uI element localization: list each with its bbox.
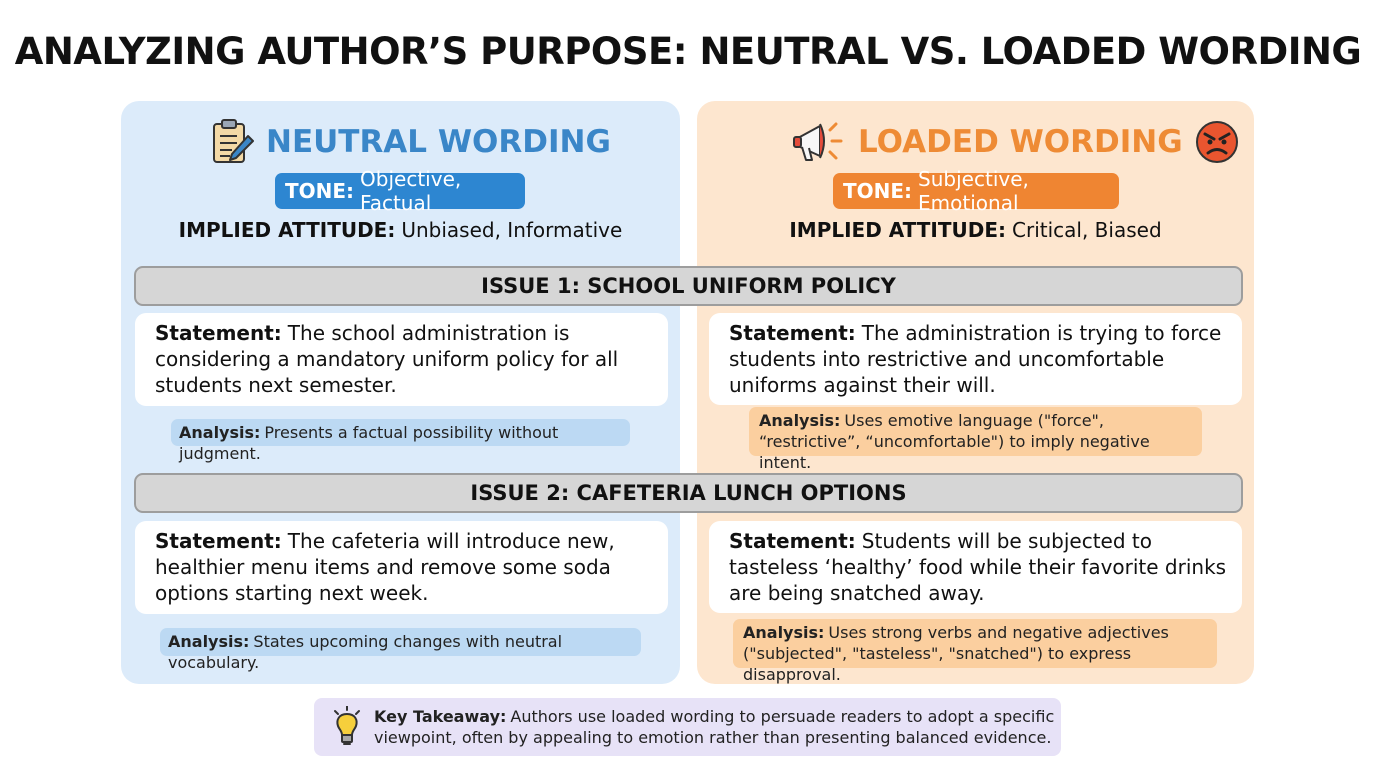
takeaway-text: Authors use loaded wording to persuade readers to adopt a specific viewpoint, often by appealing to emotion rather than presenting balanced evidence.: [374, 707, 1055, 747]
tone-label: TONE:: [843, 179, 913, 203]
attitude-value: Critical, Biased: [1012, 218, 1162, 242]
tone-label: TONE:: [285, 179, 355, 203]
neutral-tone-badge: [275, 167, 525, 215]
takeaway-label: Key Takeaway:: [374, 707, 507, 726]
clipboard-pencil-icon: [210, 118, 254, 166]
loaded-tone-badge: [833, 167, 1119, 215]
statement-text: The school administration is considering a mandatory uniform policy for all students next semester.: [155, 321, 619, 397]
analysis-text: States upcoming changes with neutral vocabulary.: [168, 632, 563, 672]
lightbulb-icon: [332, 706, 362, 746]
loaded-heading: [792, 118, 1239, 166]
loaded-issue-2-statement: [709, 521, 1242, 613]
key-takeaway: [314, 698, 1061, 756]
attitude-value: Unbiased, Informative: [401, 218, 623, 242]
loaded-issue-2-analysis: [733, 619, 1217, 684]
neutral-issue-1-analysis: [171, 419, 630, 463]
neutral-heading-text: NEUTRAL WORDING: [266, 124, 611, 160]
neutral-issue-2-statement: [135, 521, 668, 614]
neutral-heading: [210, 118, 611, 166]
analysis-text: Uses strong verbs and negative adjectives ("subjected", "tasteless", "snatched") to express disapproval.: [743, 623, 1169, 684]
page-title: ANALYZING AUTHOR’S PURPOSE: NEUTRAL VS. LOADED WORDING: [14, 30, 1362, 73]
megaphone-icon: [792, 118, 846, 166]
analysis-text: Presents a factual possibility without judgment.: [179, 423, 559, 463]
analysis-label: Analysis:: [743, 623, 825, 642]
statement-text: Students will be subjected to tasteless ‘healthy’ food while their favorite drinks are being snatched away.: [729, 529, 1227, 605]
attitude-label: IMPLIED ATTITUDE:: [178, 218, 396, 242]
tone-value: Objective, Factual: [360, 167, 462, 215]
analysis-label: Analysis:: [759, 411, 841, 430]
loaded-issue-1-statement: [709, 313, 1242, 405]
neutral-issue-1-statement: [135, 313, 668, 406]
statement-label: Statement:: [729, 529, 856, 553]
analysis-text: Uses emotive language ("force", “restrictive”, “uncomfortable") to imply negative intent.: [759, 411, 1150, 472]
attitude-label: IMPLIED ATTITUDE:: [789, 218, 1007, 242]
analysis-label: Analysis:: [179, 423, 261, 442]
neutral-issue-2-analysis: [160, 628, 641, 672]
loaded-attitude: [697, 218, 1254, 242]
statement-text: The cafeteria will introduce new, healthier menu items and remove some soda options starting next week.: [155, 529, 615, 605]
takeaway-text-block: [374, 706, 1061, 748]
issue-2-bar: ISSUE 2: CAFETERIA LUNCH OPTIONS: [134, 473, 1243, 513]
statement-text: The administration is trying to force students into restrictive and uncomfortable uniforms against their will.: [729, 321, 1222, 397]
statement-label: Statement:: [155, 529, 282, 553]
issue-1-bar: ISSUE 1: SCHOOL UNIFORM POLICY: [134, 266, 1243, 306]
statement-label: Statement:: [729, 321, 856, 345]
tone-value: Subjective, Emotional: [918, 167, 1029, 215]
neutral-attitude: [121, 218, 680, 242]
analysis-label: Analysis:: [168, 632, 250, 651]
loaded-heading-text: LOADED WORDING: [858, 124, 1183, 160]
angry-face-icon: [1195, 120, 1239, 164]
statement-label: Statement:: [155, 321, 282, 345]
loaded-issue-1-analysis: [749, 407, 1202, 472]
